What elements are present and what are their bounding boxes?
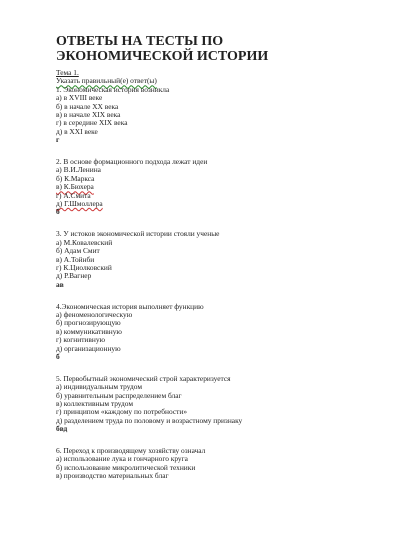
option: в) А.Тойнби bbox=[56, 254, 95, 264]
option: д) Р.Вагнер bbox=[56, 271, 92, 281]
question-text: 1. Экономическая история возникла bbox=[56, 84, 170, 94]
option: в) производство материальных благ bbox=[56, 471, 169, 481]
option: г) А.Смита bbox=[56, 190, 91, 200]
option: а) индивидуальным трудом bbox=[56, 382, 143, 392]
option: д) организационную bbox=[56, 343, 121, 353]
option: б) прогнозирующую bbox=[56, 318, 121, 328]
question-block-2 bbox=[56, 158, 383, 217]
option: а) феноменологическую bbox=[56, 309, 133, 319]
question-text: 3. У истоков экономической истории стояли ученые bbox=[56, 229, 220, 239]
instruction-text: Указать правильный(е) ответ(ы) bbox=[56, 76, 157, 86]
option: б) уравнительным распределением благ bbox=[56, 390, 182, 400]
option: д) в XXI веке bbox=[56, 126, 98, 136]
option: г) принципом «каждому по потребности» bbox=[56, 407, 188, 417]
option: г) в середине XIX века bbox=[56, 118, 128, 128]
answer-key: бвд bbox=[56, 424, 68, 434]
question-text: 4.Экономическая история выполняет функцию bbox=[56, 301, 204, 311]
question-block-3 bbox=[56, 230, 383, 289]
option: д) разделением труда по половому и возрастному признаку bbox=[56, 415, 243, 425]
question-block-6 bbox=[56, 447, 383, 481]
option: в) К.Бюхера bbox=[56, 182, 94, 192]
option: г) когнитивную bbox=[56, 335, 106, 345]
option: в) в начале XIX века bbox=[56, 110, 121, 120]
option: а) в XVIII веке bbox=[56, 93, 103, 103]
question-text: 2. В основе формационного подхода лежат идеи bbox=[56, 157, 208, 167]
option: б) в начале XX века bbox=[56, 101, 119, 111]
question-block-4 bbox=[56, 303, 383, 362]
option: а) М.Ковалевский bbox=[56, 237, 113, 247]
option: в) коммуникативную bbox=[56, 326, 122, 336]
question-text: 5. Первобытный экономический строй характеризуется bbox=[56, 373, 231, 383]
option: б) Адам Смит bbox=[56, 246, 100, 256]
answer-key: г bbox=[56, 135, 60, 145]
answer-key: б bbox=[56, 207, 60, 217]
question-text: 6. Переход к производящему хозяйству означал bbox=[56, 445, 206, 455]
option: б) использование микролитической техники bbox=[56, 462, 196, 472]
document-title: ОТВЕТЫ НА ТЕСТЫ ПО ЭКОНОМИЧЕСКОЙ ИСТОРИИ bbox=[56, 34, 269, 64]
option: а) В.И.Ленина bbox=[56, 165, 101, 175]
answer-key: ав bbox=[56, 279, 64, 289]
topic-label: Тема 1. bbox=[56, 68, 79, 77]
question-block-1 bbox=[56, 86, 383, 145]
option: а) использование лука и гончарного круга bbox=[56, 454, 188, 464]
option: в) коллективным трудом bbox=[56, 398, 134, 408]
option: г) К.Циолковский bbox=[56, 262, 112, 272]
option: б) К.Маркса bbox=[56, 173, 95, 183]
option: д) Г.Шмоллера bbox=[56, 199, 103, 209]
question-block-5 bbox=[56, 375, 383, 434]
answer-key: б bbox=[56, 351, 60, 361]
